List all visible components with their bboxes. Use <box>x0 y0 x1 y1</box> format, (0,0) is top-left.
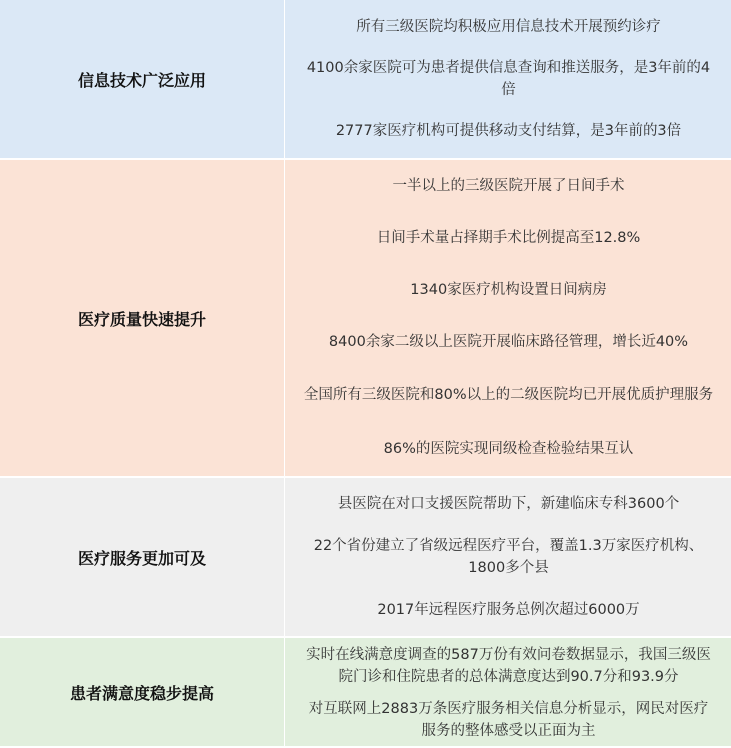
category-label: 信息技术广泛应用 <box>0 0 285 159</box>
list-item: 2017年远程医疗服务总例次超过6000万 <box>285 584 731 636</box>
list-item: 4100余家医院可为患者提供信息查询和推送服务，是3年前的4倍 <box>285 54 731 104</box>
list-item: 实时在线满意度调查的587万份有效问卷数据显示，我国三级医院门诊和住院患者的总体满意度达到90.7分和93.9分 <box>285 638 731 694</box>
list-item: 一半以上的三级医院开展了日间手术 <box>285 160 731 212</box>
items-cell <box>285 159 731 477</box>
section-satisfaction <box>0 637 731 747</box>
items-cell <box>285 0 731 159</box>
category-label: 医疗质量快速提升 <box>0 159 285 477</box>
list-item: 22个省份建立了省级远程医疗平台，覆盖1.3万家医疗机构、1800多个县 <box>285 530 731 584</box>
list-item: 86%的医院实现同级检查检验结果互认 <box>285 422 731 476</box>
list-item: 对互联网上2883万条医疗服务相关信息分析显示，网民对医疗服务的整体感受以正面为主 <box>285 694 731 746</box>
list-item: 2777家医疗机构可提供移动支付结算，是3年前的3倍 <box>285 104 731 158</box>
list-item: 1340家医疗机构设置日间病房 <box>285 264 731 316</box>
list-item: 所有三级医院均积极应用信息技术开展预约诊疗 <box>285 0 731 54</box>
items-cell <box>285 477 731 637</box>
section-it <box>0 0 731 159</box>
section-quality <box>0 159 731 477</box>
category-label: 医疗服务更加可及 <box>0 477 285 637</box>
list-item: 全国所有三级医院和80%以上的二级医院均已开展优质护理服务 <box>285 368 731 422</box>
list-item: 日间手术量占择期手术比例提高至12.8% <box>285 212 731 264</box>
list-item: 县医院在对口支援医院帮助下，新建临床专科3600个 <box>285 478 731 530</box>
category-label: 患者满意度稳步提高 <box>0 637 285 747</box>
items-cell <box>285 637 731 747</box>
list-item: 8400余家二级以上医院开展临床路径管理，增长近40% <box>285 316 731 368</box>
section-access <box>0 477 731 637</box>
